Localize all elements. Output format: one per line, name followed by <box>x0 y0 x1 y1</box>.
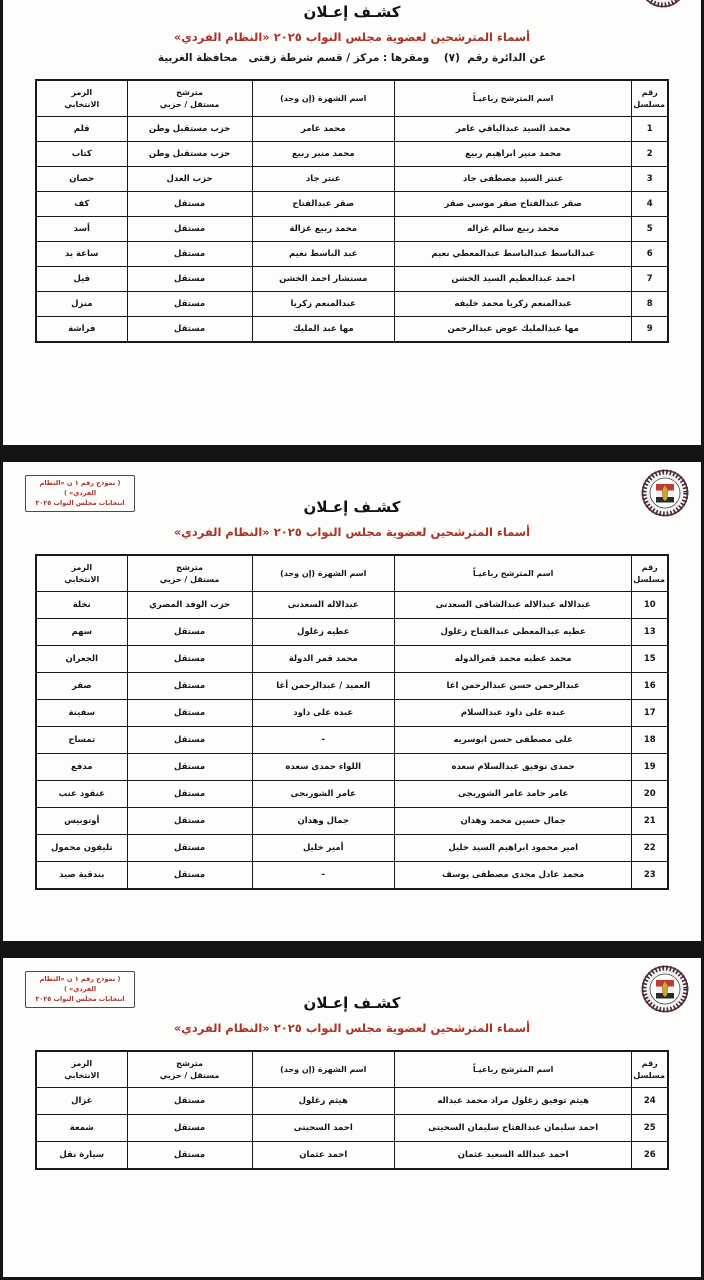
cell-affiliation: مستقل <box>127 781 252 808</box>
table-header-row <box>36 555 668 592</box>
cell-nickname: عبدالاله السعدنى <box>252 592 394 619</box>
header-nickname: اسم الشهرة (إن وجد) <box>252 555 394 592</box>
cell-serial: 5 <box>632 217 668 242</box>
election-authority-emblem-icon <box>641 469 689 517</box>
table-row <box>36 1142 668 1170</box>
election-authority-emblem-icon <box>641 965 689 1013</box>
table-row <box>36 727 668 754</box>
header-symbol: الرمز الانتخابي <box>36 80 127 117</box>
cell-symbol: صقر <box>36 673 127 700</box>
cell-affiliation: مستقل <box>127 1142 252 1170</box>
cell-affiliation: حزب الوفد المصري <box>127 592 252 619</box>
cell-nickname: هيثم زغلول <box>252 1088 394 1115</box>
cell-nickname: احمد السحيتى <box>252 1115 394 1142</box>
announcement-page-3 <box>0 956 704 1277</box>
cell-name: امير محمود ابراهيم السيد خليل <box>394 835 632 862</box>
cell-symbol: حصان <box>36 167 127 192</box>
cell-symbol: الجعران <box>36 646 127 673</box>
cell-symbol: تليفون محمول <box>36 835 127 862</box>
cell-symbol: تمساح <box>36 727 127 754</box>
cell-affiliation: مستقل <box>127 808 252 835</box>
cell-serial: 17 <box>632 700 668 727</box>
cell-affiliation: حزب مستقبل وطن <box>127 117 252 142</box>
cell-name: جمال حسين محمد وهدان <box>394 808 632 835</box>
cell-nickname: صقر عبدالفتاح <box>252 192 394 217</box>
cell-serial: 4 <box>632 192 668 217</box>
stamp-line-2: انتخابات مجلس النواب ٢٠٢٥ <box>35 994 125 1003</box>
cell-name: على مصطفى حسن ابوسريه <box>394 727 632 754</box>
table-row <box>36 700 668 727</box>
cell-affiliation: مستقل <box>127 862 252 890</box>
cell-nickname: محمد قمر الدولة <box>252 646 394 673</box>
table-row <box>36 1115 668 1142</box>
cell-name: عبدالرحمن حسن عبدالرحمن اغا <box>394 673 632 700</box>
header-serial: رقم مسلسل <box>632 80 668 117</box>
cell-symbol: فراشة <box>36 317 127 343</box>
cell-symbol: شمعة <box>36 1115 127 1142</box>
table-row <box>36 267 668 292</box>
cell-symbol: فيل <box>36 267 127 292</box>
cell-serial: 23 <box>632 862 668 890</box>
table-row <box>36 862 668 890</box>
cell-symbol: قلم <box>36 117 127 142</box>
page-title: كشـف إعـلان <box>303 3 401 21</box>
table-row <box>36 142 668 167</box>
cell-nickname: جمال وهدان <box>252 808 394 835</box>
candidates-rows-2 <box>36 592 668 890</box>
cell-symbol: سيارة نقل <box>36 1142 127 1170</box>
table-row <box>36 217 668 242</box>
cell-affiliation: مستقل <box>127 317 252 343</box>
election-authority-emblem-icon <box>639 0 687 8</box>
cell-affiliation: مستقل <box>127 1088 252 1115</box>
cell-serial: 2 <box>632 142 668 167</box>
header-affiliation: مترشح مستقل / حزبي <box>127 555 252 592</box>
announcement-page-1 <box>0 0 704 447</box>
cell-name: عنتر السيد مصطفى جاد <box>394 167 632 192</box>
cell-symbol: سهم <box>36 619 127 646</box>
table-row <box>36 192 668 217</box>
table-row <box>36 292 668 317</box>
cell-name: عبدالباسط عبدالباسط عبدالمعطي نعيم <box>394 242 632 267</box>
table-row <box>36 242 668 267</box>
announcement-page-2 <box>0 460 704 943</box>
candidates-rows-3 <box>36 1088 668 1170</box>
cell-symbol: غزال <box>36 1088 127 1115</box>
cell-name: عبدالمنعم زكريا محمد خليفه <box>394 292 632 317</box>
cell-symbol: أوتوبيس <box>36 808 127 835</box>
page-title: كشـف إعـلان <box>303 994 401 1012</box>
cell-nickname: مستشار احمد الخشن <box>252 267 394 292</box>
cell-name: محمد عادل مجدى مصطفى يوسف <box>394 862 632 890</box>
cell-name: احمد عبدالعظيم السيد الخشن <box>394 267 632 292</box>
cell-serial: 20 <box>632 781 668 808</box>
cell-symbol: سفينة <box>36 700 127 727</box>
header-serial: رقم مسلسل <box>632 1051 668 1088</box>
cell-name: حمدى توفيق عبدالسلام سعده <box>394 754 632 781</box>
cell-affiliation: مستقل <box>127 754 252 781</box>
cell-serial: 3 <box>632 167 668 192</box>
cell-symbol: كتاب <box>36 142 127 167</box>
header-symbol: الرمز الانتخابي <box>36 555 127 592</box>
table-row <box>36 619 668 646</box>
candidates-table-2 <box>35 554 669 890</box>
cell-nickname: عطيه زغلول <box>252 619 394 646</box>
cell-nickname: مها عبد المليك <box>252 317 394 343</box>
cell-symbol: أسد <box>36 217 127 242</box>
table-row <box>36 781 668 808</box>
header-candidate-name: اسم المترشح رباعيـاً <box>394 1051 632 1088</box>
cell-name: محمد عطيه محمد قمرالدوله <box>394 646 632 673</box>
cell-affiliation: مستقل <box>127 242 252 267</box>
cell-nickname: عنتر جاد <box>252 167 394 192</box>
cell-affiliation: مستقل <box>127 267 252 292</box>
cell-affiliation: مستقل <box>127 835 252 862</box>
cell-serial: 13 <box>632 619 668 646</box>
district-line: عن الدائرة رقم (٧) ومقرها : مركز / قسم شرطة زفتى محافظة الغربية <box>157 52 547 64</box>
table-row <box>36 167 668 192</box>
candidates-rows-1 <box>36 117 668 343</box>
cell-serial: 22 <box>632 835 668 862</box>
cell-affiliation: مستقل <box>127 700 252 727</box>
cell-affiliation: مستقل <box>127 619 252 646</box>
header-symbol: الرمز الانتخابي <box>36 1051 127 1088</box>
cell-serial: 24 <box>632 1088 668 1115</box>
cell-serial: 15 <box>632 646 668 673</box>
cell-serial: 9 <box>632 317 668 343</box>
cell-serial: 21 <box>632 808 668 835</box>
cell-serial: 1 <box>632 117 668 142</box>
page-separator <box>0 943 704 956</box>
cell-symbol: نخلة <box>36 592 127 619</box>
cell-serial: 7 <box>632 267 668 292</box>
cell-nickname: عبد الباسط نعيم <box>252 242 394 267</box>
cell-serial: 10 <box>632 592 668 619</box>
table-row <box>36 835 668 862</box>
cell-name: محمد السيد عبدالباقي عامر <box>394 117 632 142</box>
cell-nickname: العميد / عبدالرحمن أغا <box>252 673 394 700</box>
form-number-stamp <box>25 475 135 512</box>
cell-nickname: - <box>252 727 394 754</box>
header-affiliation: مترشح مستقل / حزبي <box>127 1051 252 1088</box>
header-nickname: اسم الشهرة (إن وجد) <box>252 1051 394 1088</box>
table-row <box>36 808 668 835</box>
cell-symbol: عنقود عنب <box>36 781 127 808</box>
page-subtitle: أسماء المترشحين لعضوية مجلس النواب ٢٠٢٥ «النظام الفردي» <box>173 30 531 44</box>
stamp-line-1: ( نموذج رقم ١ ن «النظام الفردي» ) <box>39 479 121 497</box>
stamp-line-1: ( نموذج رقم ١ ن «النظام الفردي» ) <box>39 975 121 993</box>
cell-serial: 26 <box>632 1142 668 1170</box>
table-header-row <box>36 80 668 117</box>
header-serial: رقم مسلسل <box>632 555 668 592</box>
cell-nickname: محمد عامر <box>252 117 394 142</box>
cell-name: احمد عبدالله السعيد عثمان <box>394 1142 632 1170</box>
cell-affiliation: مستقل <box>127 292 252 317</box>
cell-name: مها عبدالمليك عوض عبدالرحمن <box>394 317 632 343</box>
table-row <box>36 592 668 619</box>
cell-name: عامر حامد عامر الشوربجى <box>394 781 632 808</box>
cell-affiliation: مستقل <box>127 646 252 673</box>
cell-affiliation: مستقل <box>127 217 252 242</box>
cell-nickname: - <box>252 862 394 890</box>
cell-nickname: احمد عثمان <box>252 1142 394 1170</box>
cell-serial: 16 <box>632 673 668 700</box>
form-number-stamp <box>25 971 135 1008</box>
cell-nickname: عبده على داود <box>252 700 394 727</box>
table-row <box>36 646 668 673</box>
stamp-line-2: انتخابات مجلس النواب ٢٠٢٥ <box>35 498 125 507</box>
cell-name: محمد منير ابراهيم ربيع <box>394 142 632 167</box>
header-affiliation: مترشح مستقل / حزبي <box>127 80 252 117</box>
cell-affiliation: مستقل <box>127 727 252 754</box>
cell-symbol: منزل <box>36 292 127 317</box>
cell-name: محمد ربيع سالم غزاله <box>394 217 632 242</box>
cell-name: صقر عبدالفتاح صقر موسى صقر <box>394 192 632 217</box>
cell-nickname: عبدالمنعم زكريا <box>252 292 394 317</box>
table-row <box>36 754 668 781</box>
cell-nickname: محمد ربيع غزالة <box>252 217 394 242</box>
cell-nickname: محمد منير ربيع <box>252 142 394 167</box>
cell-serial: 6 <box>632 242 668 267</box>
table-row <box>36 117 668 142</box>
candidates-table-3 <box>35 1050 669 1170</box>
cell-nickname: عامر الشوربجى <box>252 781 394 808</box>
cell-symbol: مدفع <box>36 754 127 781</box>
table-row <box>36 1088 668 1115</box>
cell-name: احمد سليمان عبدالفتاح سليمان السحيتى <box>394 1115 632 1142</box>
cell-symbol: بندقية صيد <box>36 862 127 890</box>
cell-serial: 25 <box>632 1115 668 1142</box>
page-subtitle: أسماء المترشحين لعضوية مجلس النواب ٢٠٢٥ «النظام الفردي» <box>173 1021 531 1035</box>
page-separator <box>0 447 704 460</box>
cell-affiliation: مستقل <box>127 673 252 700</box>
table-header-row <box>36 1051 668 1088</box>
page-subtitle: أسماء المترشحين لعضوية مجلس النواب ٢٠٢٥ «النظام الفردي» <box>173 525 531 539</box>
cell-affiliation: مستقل <box>127 1115 252 1142</box>
cell-name: هيثم توفيق زغلول مراد محمد عبداله <box>394 1088 632 1115</box>
header-nickname: اسم الشهرة (إن وجد) <box>252 80 394 117</box>
cell-affiliation: حزب مستقبل وطن <box>127 142 252 167</box>
cell-serial: 8 <box>632 292 668 317</box>
header-candidate-name: اسم المترشح رباعيـاً <box>394 555 632 592</box>
table-row <box>36 317 668 343</box>
cell-symbol: ساعة يد <box>36 242 127 267</box>
cell-nickname: اللواء حمدى سعده <box>252 754 394 781</box>
cell-symbol: كف <box>36 192 127 217</box>
candidates-table-1 <box>35 79 669 343</box>
cell-affiliation: حزب العدل <box>127 167 252 192</box>
cell-nickname: أمير خليل <box>252 835 394 862</box>
cell-name: عبدالاله عبدالاله عبدالشافى السعدنى <box>394 592 632 619</box>
cell-serial: 18 <box>632 727 668 754</box>
header-candidate-name: اسم المترشح رباعيـاً <box>394 80 632 117</box>
cell-serial: 19 <box>632 754 668 781</box>
cell-affiliation: مستقل <box>127 192 252 217</box>
cell-name: عطيه عبدالمعطى عبدالفتاح زغلول <box>394 619 632 646</box>
cell-name: عبده على داود عبدالسلام <box>394 700 632 727</box>
table-row <box>36 673 668 700</box>
page-title: كشـف إعـلان <box>303 498 401 516</box>
